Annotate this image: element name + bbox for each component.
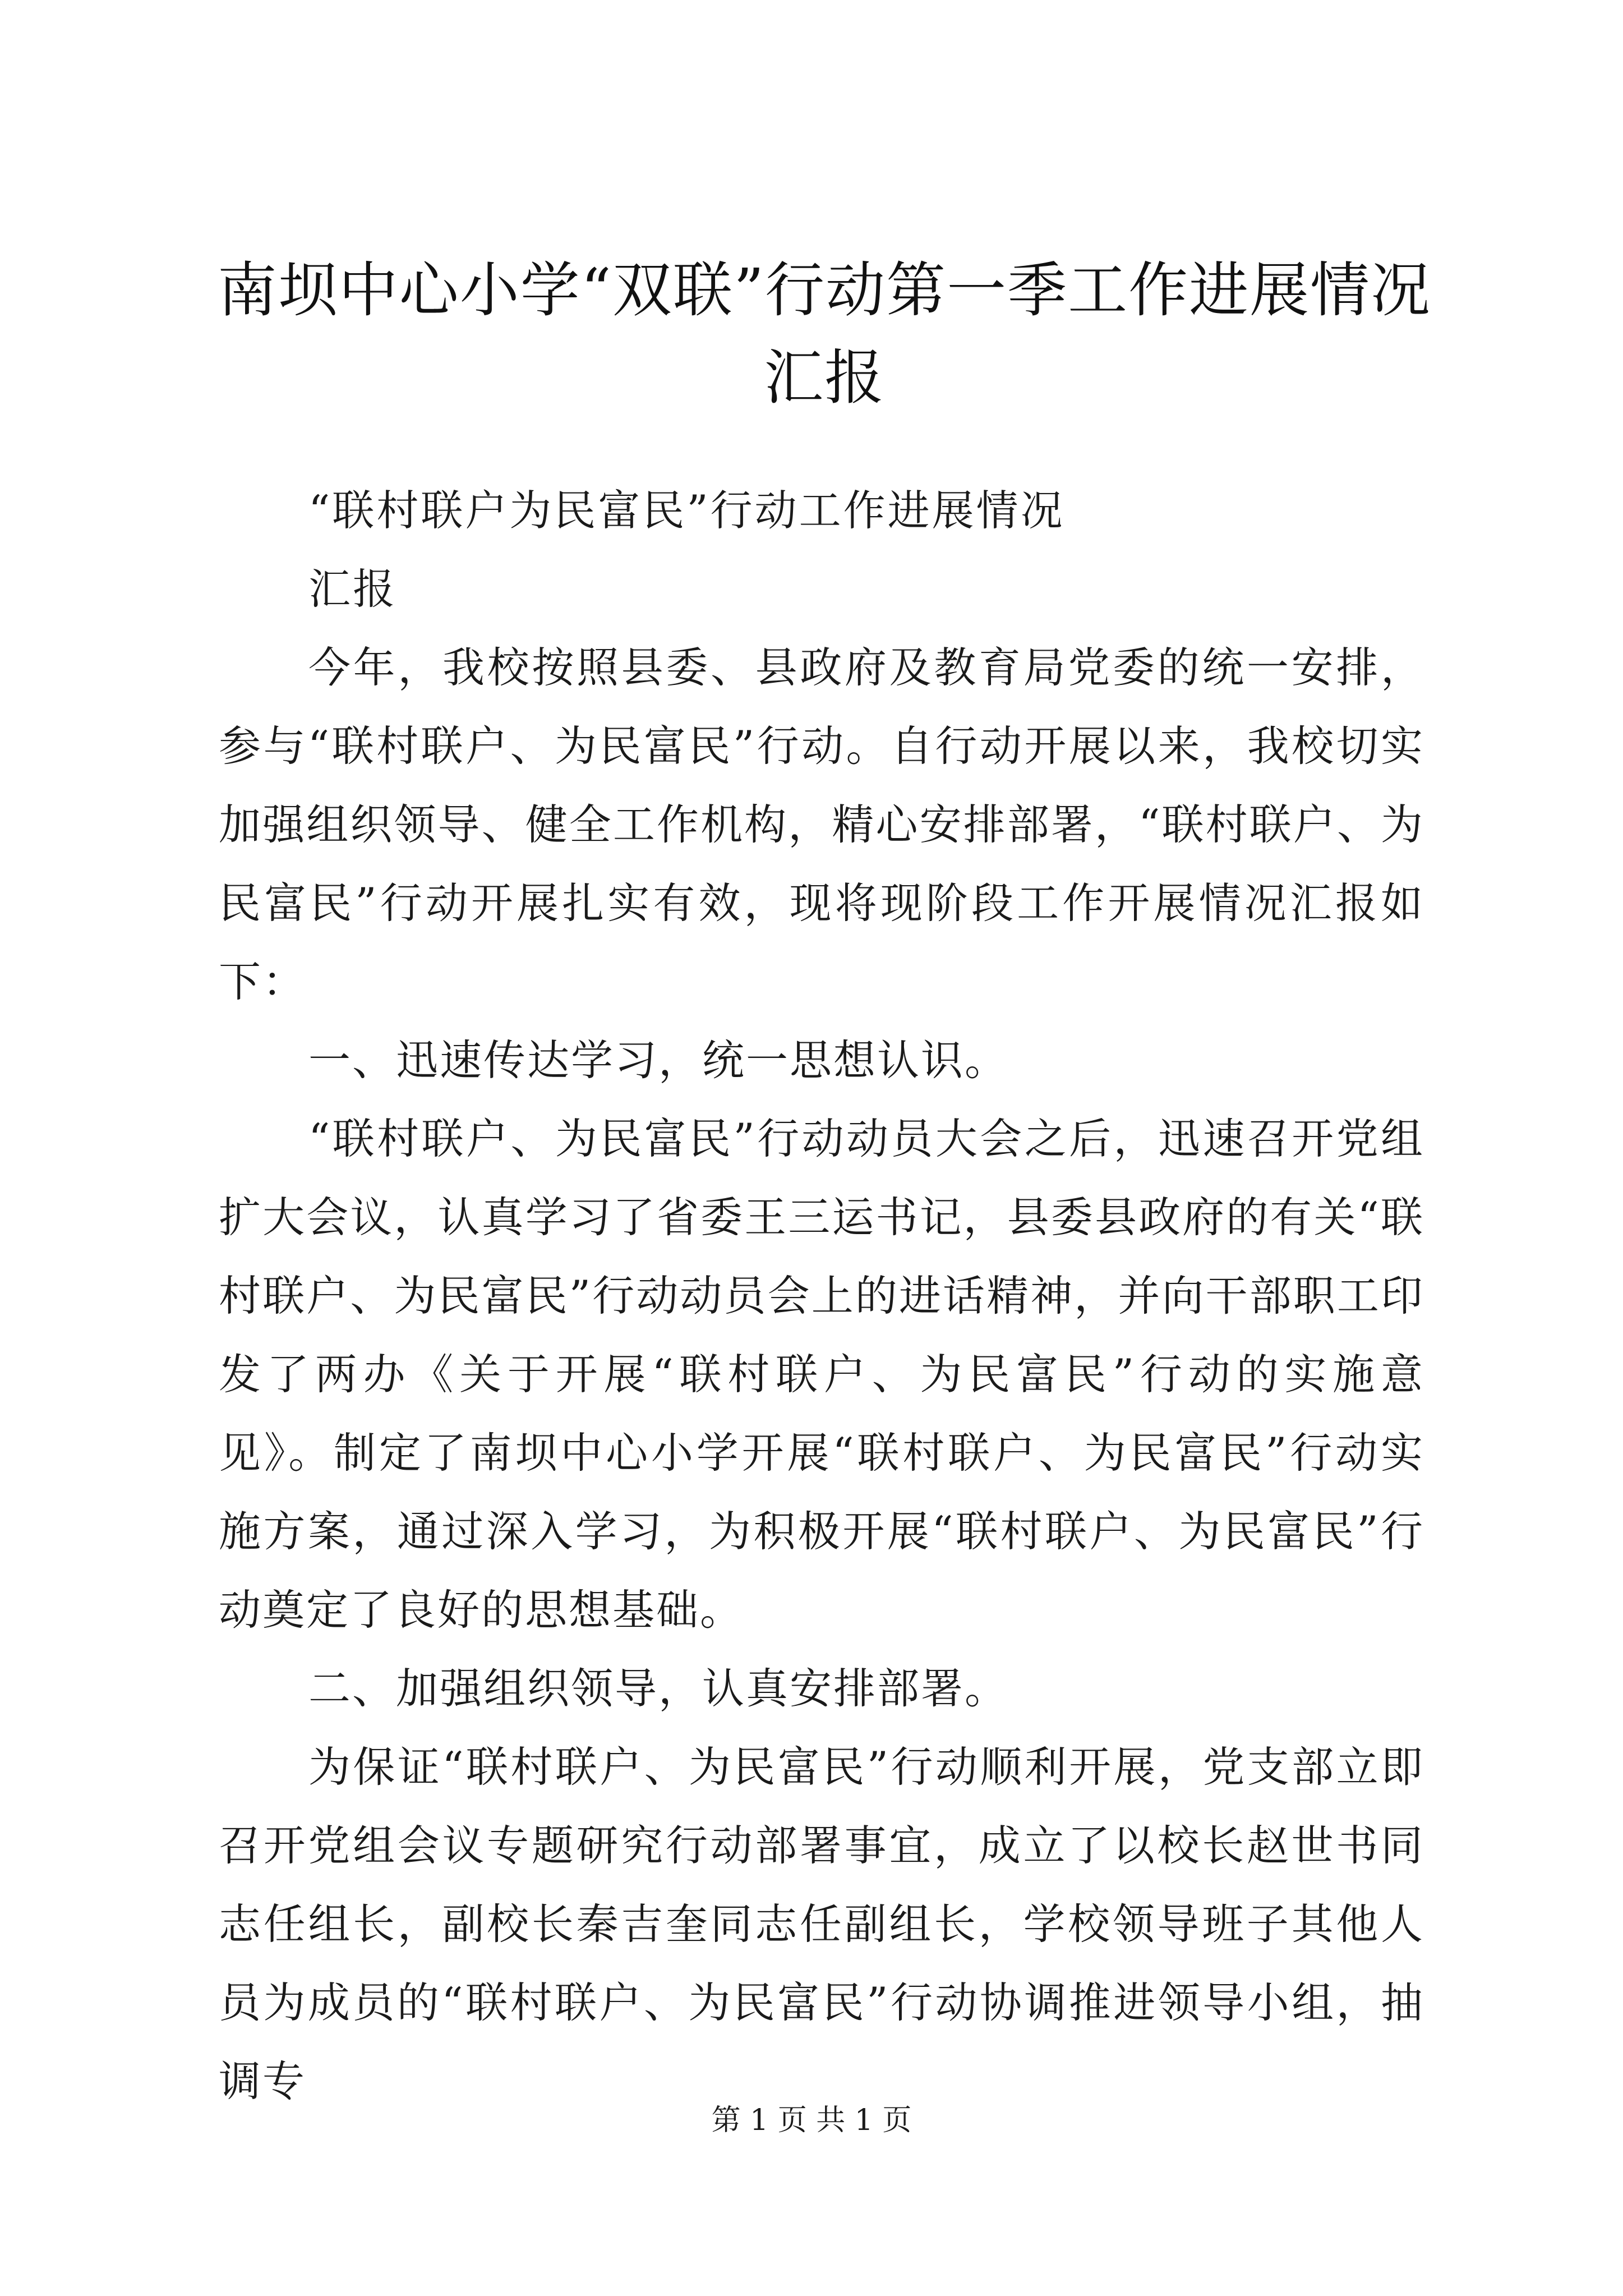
intro-paragraph: 今年，我校按照县委、县政府及教育局党委的统一安排，参与“联村联户、为民富民”行动。自行动开展以来，我校切实加强组织领导、健全工作机构，精心安排部署，“联村联户、为民富民”行动开展扎实有效，现将现阶段工作开展情况汇报如下： (219, 643, 1424, 1006)
page-number-label: 第 1 页 共 1 页 (711, 2104, 912, 2137)
section-heading-1: 一、迅速传达学习，统一思想认识。 (308, 1036, 1009, 1085)
subtitle-line: “联村联户为民富民”行动工作进展情况 (308, 486, 1065, 535)
document-title: 南坝中心小学“双联”行动第一季工作进展情况汇报 (217, 256, 1432, 412)
section-1-paragraph: “联村联户、为民富民”行动动员大会之后，迅速召开党组扩大会议，认真学习了省委王三运书记，县委县政府的有关“联村联户、为民富民”行动动员会上的进话精神，并向干部职工印发了两办《关于开展“联村联户、为民富民”行动的实施意见》。制定了南坝中心小学开展“联村联户、为民富民”行动实施方案，通过深入学习，为积极开展“联村联户、为民富民”行动奠定了良好的思想基础。 (219, 1114, 1424, 1635)
section-heading-2: 二、加强组织领导，认真安排部署。 (308, 1664, 1009, 1713)
page-footer (0, 2101, 1623, 2140)
document-body (219, 471, 1424, 2120)
subtitle-line-continued: 汇报 (308, 564, 398, 614)
section-2-paragraph: 为保证“联村联户、为民富民”行动顺利开展，党支部立即召开党组会议专题研究行动部署事宜，成立了以校长赵世书同志任组长，副校长秦吉奎同志任副组长，学校领导班子其他人员为成员的“联村联户、为民富民”行动协调推进领导小组，抽调专 (219, 1742, 1424, 2106)
